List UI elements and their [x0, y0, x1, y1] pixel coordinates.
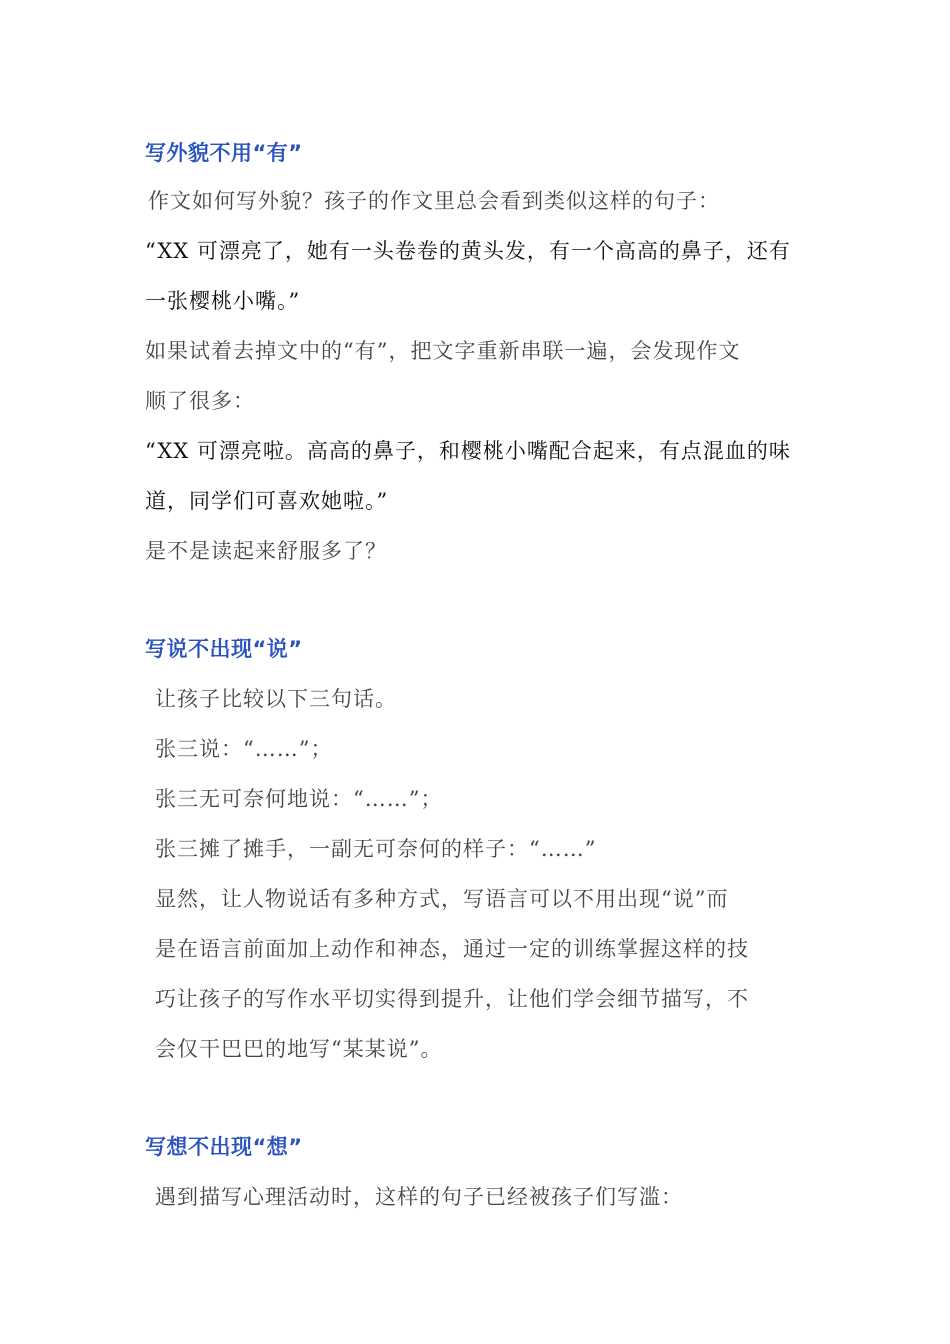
paragraph-line: 遇到描写心理活动时，这样的句子已经被孩子们写滥： [155, 1185, 683, 1209]
paragraph-line: 是在语言前面加上动作和神态，通过一定的训练掌握这样的技 [155, 937, 749, 961]
quote-line: “XX 可漂亮了，她有一头卷卷的黄头发，有一个高高的鼻子，还有 [145, 239, 791, 263]
paragraph-line: 会仅干巴巴的地写“某某说”。 [155, 1037, 443, 1061]
paragraph-line: 张三说：“……”； [155, 737, 333, 761]
paragraph-line: 张三摊了摊手，一副无可奈何的样子：“……” [155, 837, 597, 861]
paragraph-line: 巧让孩子的写作水平切实得到提升，让他们学会细节描写，不 [155, 987, 749, 1011]
quote-line: “XX 可漂亮啦。高高的鼻子，和樱桃小嘴配合起来，有点混血的味 [145, 439, 791, 463]
paragraph-line: 显然，让人物说话有多种方式，写语言可以不用出现“说”而 [155, 887, 729, 911]
paragraph-line: 让孩子比较以下三句话。 [155, 687, 397, 711]
paragraph-line: 作文如何写外貌？孩子的作文里总会看到类似这样的句子： [148, 189, 720, 213]
paragraph-line: 顺了很多： [145, 389, 255, 413]
quote-line: 道，同学们可喜欢她啦。” [145, 489, 389, 513]
section-heading-thought: 写想不出现“想” [145, 1135, 303, 1159]
section-heading-appearance: 写外貌不用“有” [145, 141, 303, 165]
paragraph-line: 张三无可奈何地说：“……”； [155, 787, 443, 811]
section-heading-speech: 写说不出现“说” [145, 637, 303, 661]
quote-line: 一张樱桃小嘴。” [145, 289, 301, 313]
paragraph-line: 如果试着去掉文中的“有”，把文字重新串联一遍，会发现作文 [145, 339, 741, 363]
paragraph-line: 是不是读起来舒服多了？ [145, 539, 387, 563]
